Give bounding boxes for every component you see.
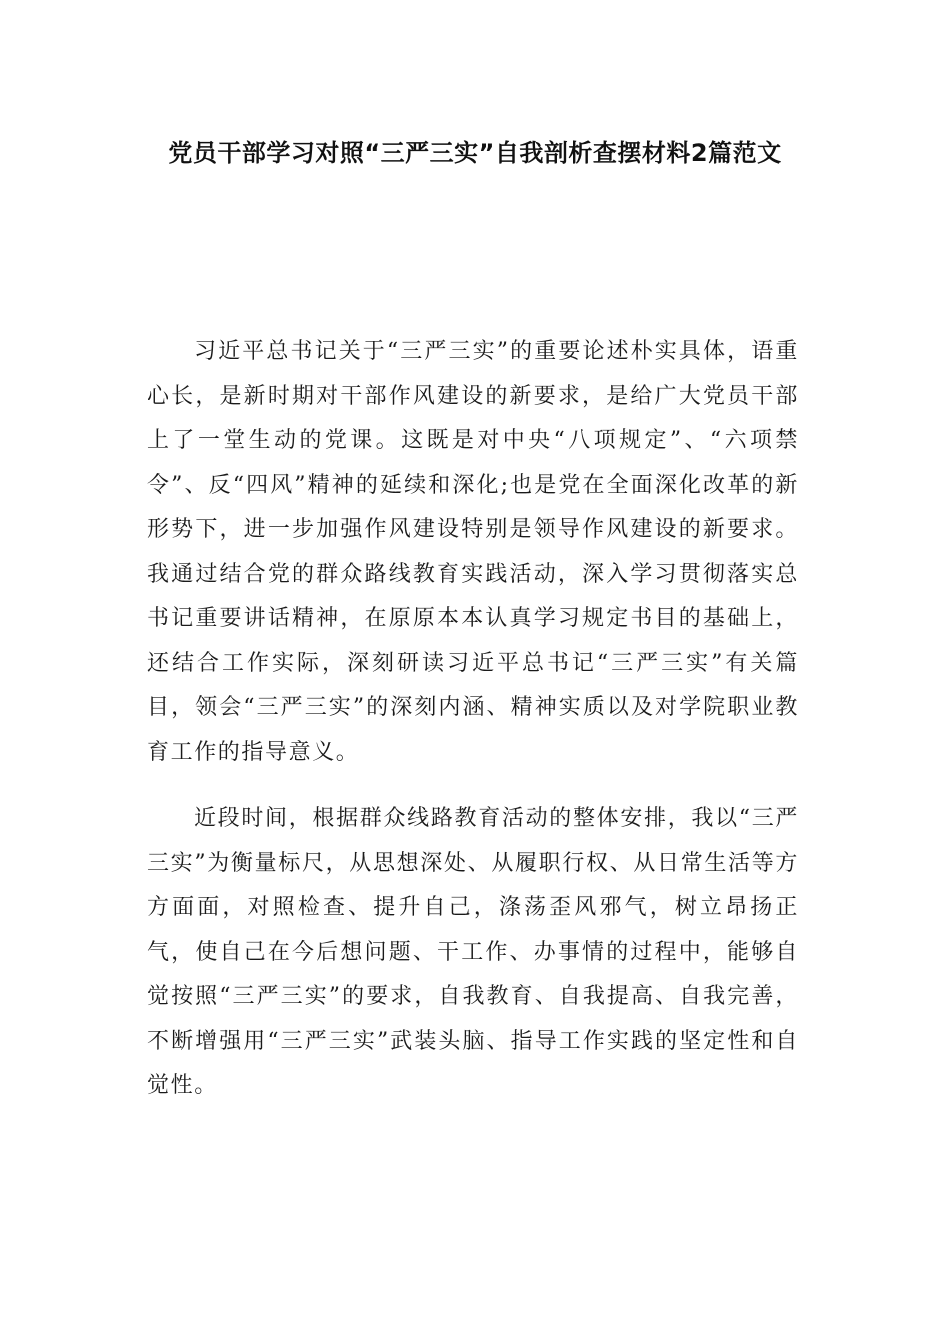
document-title: 党员干部学习对照“三严三实”自我剖析查摆材料2篇范文	[168, 139, 782, 167]
body-paragraph-1: 习近平总书记关于“三严三实”的重要论述朴实具体，语重心长，是新时期对干部作风建设的新要求，是给广大党员干部上了一堂生动的党课。这既是对中央“八项规定”、“六项禁令”、反“四风”精神的延续和深化;也是党在全面深化改革的新形势下，进一步加强作风建设特别是领导作风建设的新要求。我通过结合党的群众路线教育实践活动，深入学习贯彻落实总书记重要讲话精神，在原原本本认真学习规定书目的基础上，还结合工作实际，深刻研读习近平总书记“三严三实”有关篇目，领会“三严三实”的深刻内涵、精神实质以及对学院职业教育工作的指导意义。	[147, 339, 799, 765]
body-paragraph-2: 近段时间，根据群众线路教育活动的整体安排，我以“三严三实”为衡量标尺，从思想深处、从履职行权、从日常生活等方方面面，对照检查、提升自己，涤荡歪风邪气，树立昂扬正气，使自己在今后想问题、干工作、办事情的过程中，能够自觉按照“三严三实”的要求，自我教育、自我提高、自我完善，不断增强用“三严三实”武装头脑、指导工作实践的坚定性和自觉性。	[147, 806, 799, 1098]
document-body	[147, 330, 799, 1109]
